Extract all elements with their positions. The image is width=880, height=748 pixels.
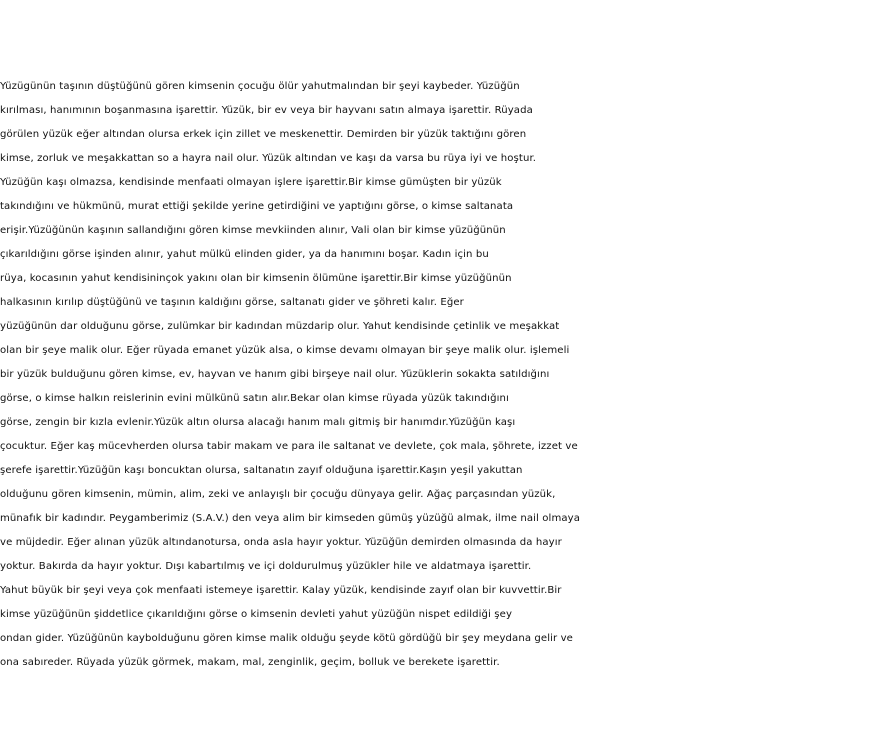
text-line: rüya, kocasının yahut kendisininçok yakını olan bir kimsenin ölümüne işarettir.Bir kimse yüzüğünün <box>0 273 512 284</box>
text-line: halkasının kırılıp düştüğünü ve taşının kaldığını görse, saltanatı gider ve şöhreti kalır. Eğer <box>0 297 464 308</box>
text-line: yoktur. Bakırda da hayır yoktur. Dışı kabartılmış ve içi doldurulmuş yüzükler hile ve aldatmaya işarettir. <box>0 561 532 572</box>
text-line: Yüzügünün taşının düştüğünü gören kimsenin çocuğu ölür yahutmalından bir şeyi kaybeder. Yüzüğün <box>0 81 520 92</box>
text-line: görse, zengin bir kızla evlenir.Yüzük altın olursa alacağı hanım malı gitmiş bir hanımdır.Yüzüğün kaşı <box>0 417 516 428</box>
document-body <box>0 75 880 675</box>
text-line: kimse, zorluk ve meşakkattan so a hayra nail olur. Yüzük altından ve kaşı da varsa bu rüya iyi ve hoştur. <box>0 153 537 164</box>
text-line: erişir.Yüzüğünün kaşının sallandığını gören kimse mevkiinden alınır, Vali olan bir kimse yüzüğünün <box>0 225 506 236</box>
text-line: ona sabıreder. Rüyada yüzük görmek, makam, mal, zenginlik, geçim, bolluk ve berekete işarettir. <box>0 657 500 668</box>
text-line: ve müjdedir. Eğer alınan yüzük altındanotursa, onda asla hayır yoktur. Yüzüğün demirden olmasında da hayır <box>0 537 562 548</box>
text-line: ondan gider. Yüzüğünün kaybolduğunu gören kimse malik olduğu şeyde kötü gördüğü bir şey meydana gelir ve <box>0 633 573 644</box>
text-line: Yüzüğün kaşı olmazsa, kendisinde menfaati olmayan işlere işarettir.Bir kimse gümüşten bir yüzük <box>0 177 502 188</box>
text-line: görülen yüzük eğer altından olursa erkek için zillet ve meskenettir. Demirden bir yüzük taktığını gören <box>0 129 527 140</box>
text-line: yüzüğünün dar olduğunu görse, zulümkar bir kadından müzdarip olur. Yahut kendisinde çetinlik ve meşakkat <box>0 321 560 332</box>
text-line: takındığını ve hükmünü, murat ettiği şekilde yerine getirdiğini ve yaptığını görse, o kimse saltanata <box>0 201 514 212</box>
text-line: kimse yüzüğünün şiddetlice çıkarıldığını görse o kimsenin devleti yahut yüzüğün nispet edildiği şey <box>0 609 513 620</box>
text-line: kırılması, hanımının boşanmasına işarettir. Yüzük, bir ev veya bir hayvanı satın almaya işarettir. Rüyada <box>0 105 533 116</box>
text-line: çıkarıldığını görse işinden alınır, yahut mülkü elinden gider, ya da hanımını boşar. Kadın için bu <box>0 249 489 260</box>
text-line: şerefe işarettir.Yüzüğün kaşı boncuktan olursa, saltanatın zayıf olduğuna işarettir.Kaşın yeşil yakuttan <box>0 465 523 476</box>
text-line: olan bir şeye malik olur. Eğer rüyada emanet yüzük alsa, o kimse devamı olmayan bir şeye malik olur. işlemeli <box>0 345 570 356</box>
text-line: münafık bir kadındır. Peygamberimiz (S.A.V.) den veya alim bir kimseden gümüş yüzüğü almak, ilme nail olmaya <box>0 513 581 524</box>
text-line: Yahut büyük bir şeyi veya çok menfaati istemeye işarettir. Kalay yüzük, kendisinde zayıf olan bir kuvvettir.Bir <box>0 585 562 596</box>
text-line: görse, o kimse halkın reislerinin evini mülkünü satın alır.Bekar olan kimse rüyada yüzük takındığını <box>0 393 509 404</box>
text-line: çocuktur. Eğer kaş mücevherden olursa tabir makam ve para ile saltanat ve devlete, çok mala, şöhrete, izzet ve <box>0 441 578 452</box>
text-line: olduğunu gören kimsenin, mümin, alim, zeki ve anlayışlı bir çocuğu dünyaya gelir. Ağaç parçasından yüzük, <box>0 489 556 500</box>
text-line: bir yüzük bulduğunu gören kimse, ev, hayvan ve hanım gibi birşeye nail olur. Yüzüklerin sokakta satıldığını <box>0 369 550 380</box>
